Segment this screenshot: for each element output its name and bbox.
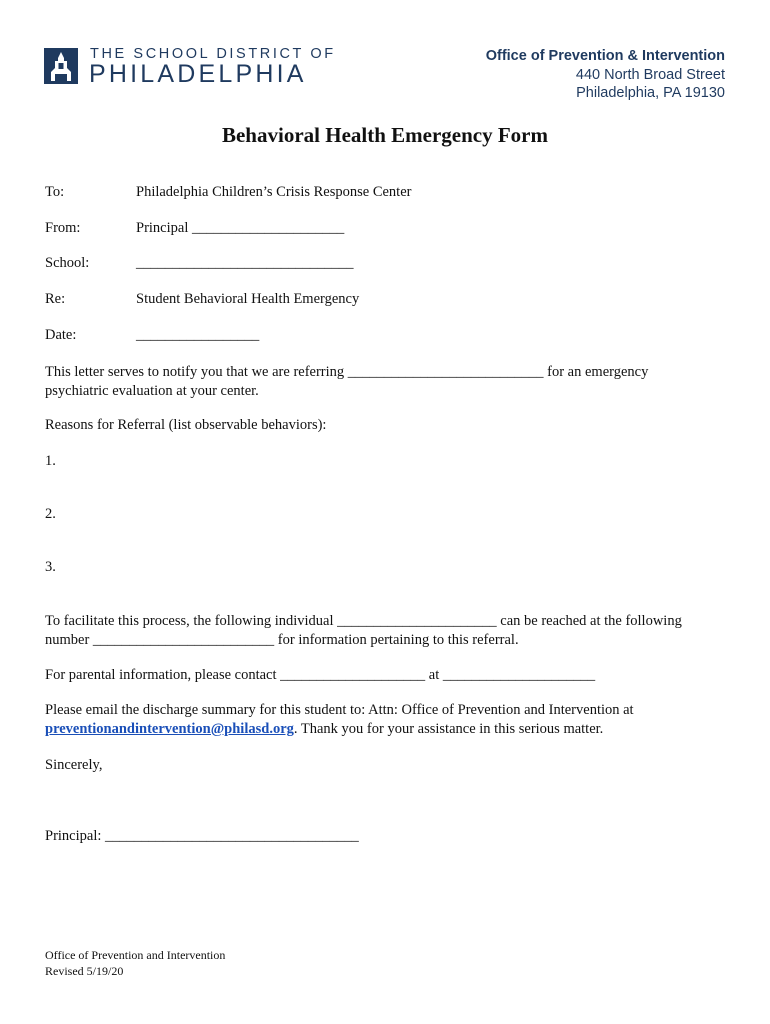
date-value: _________________: [136, 327, 260, 343]
form-title: Behavioral Health Emergency Form: [221, 123, 548, 147]
principal-signature-line: Principal: ___________________________________: [45, 828, 359, 844]
email-line1: Please email the discharge summary for this student to: Attn: Office of Prevention and Intervention at: [45, 702, 634, 718]
re-row: [45, 291, 359, 308]
referral-line1: This letter serves to notify you that we are referring ___________________________ for an emergency: [45, 364, 649, 380]
footer-office: Office of Prevention and Intervention: [45, 948, 226, 962]
email-after-text: . Thank you for your assistance in this serious matter.: [293, 720, 604, 737]
to-value: Philadelphia Children’s Crisis Response Center: [136, 184, 412, 200]
office-name: Office of Prevention & Intervention: [485, 48, 725, 64]
date-label: Date:: [45, 327, 77, 343]
re-value: Student Behavioral Health Emergency: [136, 291, 360, 307]
referral-line2: psychiatric evaluation at your center.: [45, 382, 259, 399]
facilitate-line1: To facilitate this process, the following individual ______________________ can be reached at the following: [45, 613, 682, 629]
parental-contact: For parental information, please contact ____________________ at _____________________: [45, 667, 596, 683]
logo-district-text: THE SCHOOL DISTRICT OF: [90, 46, 336, 62]
from-value: Principal _____________________: [136, 220, 345, 236]
sincerely: Sincerely,: [45, 757, 103, 773]
email-paragraph: [45, 701, 735, 738]
date-row: [45, 327, 259, 344]
facilitate-line2: number _________________________ for information pertaining to this referral.: [45, 631, 519, 648]
office-street: 440 North Broad Street: [575, 66, 725, 83]
re-label: Re:: [45, 291, 66, 307]
to-row: [45, 184, 411, 201]
school-value: ______________________________: [136, 255, 354, 271]
email-link[interactable]: preventionandintervention@philasd.org: [45, 720, 294, 737]
to-label: To:: [45, 184, 65, 200]
from-row: [45, 220, 344, 237]
facilitate-paragraph: [45, 612, 735, 649]
logo-city-text: PHILADELPHIA: [89, 60, 307, 88]
reason-number-3: 3.: [45, 559, 56, 575]
reason-number-2: 2.: [45, 506, 56, 522]
office-address: [486, 47, 725, 103]
bell-tower-icon: [44, 48, 78, 84]
school-row: [45, 255, 354, 272]
footer: [45, 948, 225, 979]
reasons-heading: Reasons for Referral (list observable behaviors):: [45, 417, 327, 433]
reason-number-1: 1.: [45, 453, 56, 469]
office-city: Philadelphia, PA 19130: [576, 85, 725, 101]
school-label: School:: [45, 255, 90, 271]
footer-revised: Revised 5/19/20: [45, 963, 124, 978]
referral-paragraph: [45, 363, 735, 400]
from-label: From:: [45, 220, 81, 236]
